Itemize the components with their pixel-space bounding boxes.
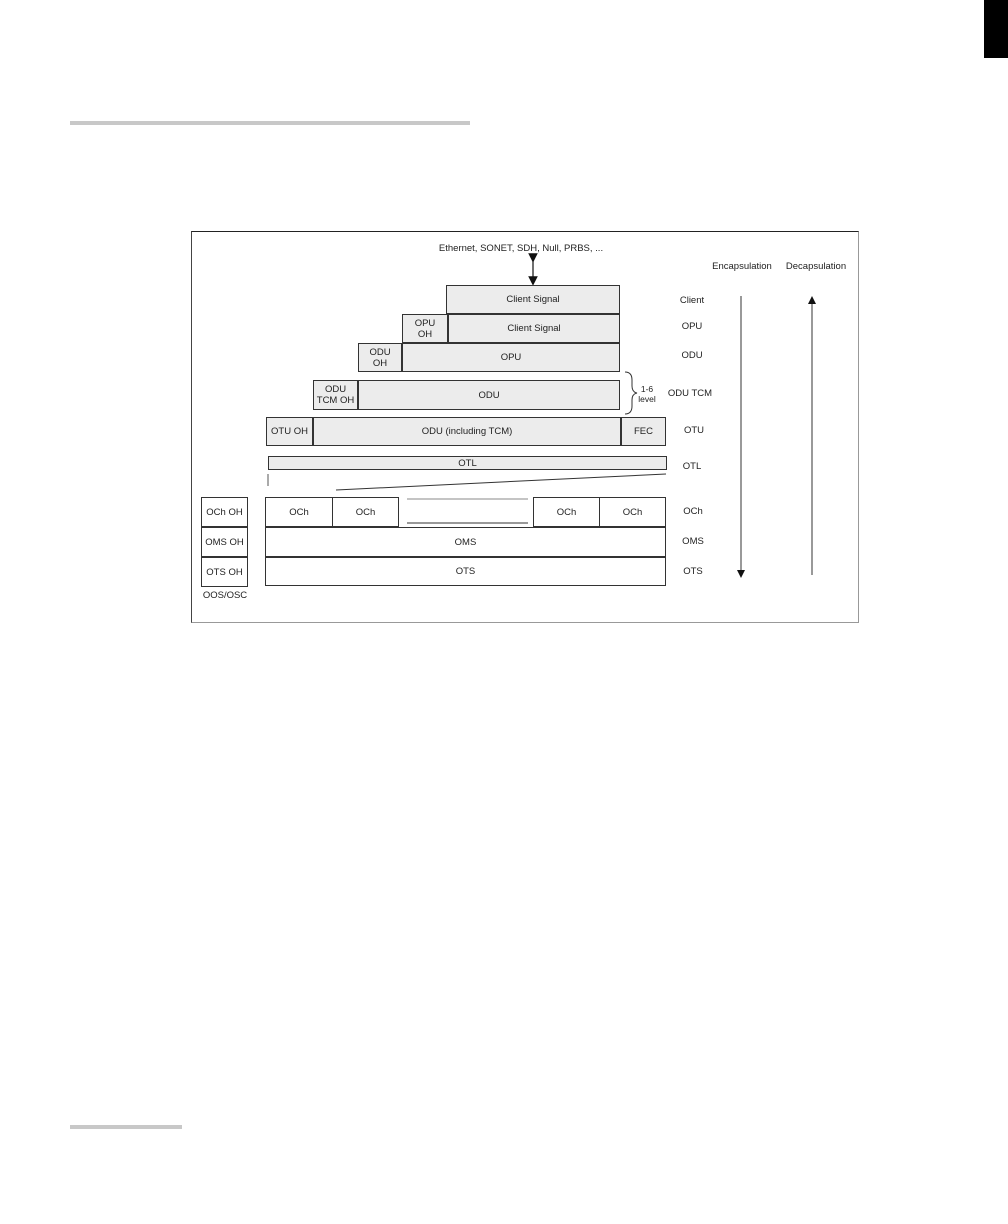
client-signal-block: Client Signal [446, 285, 620, 314]
layer-label-otl: OTL [682, 461, 702, 472]
otu-fec-block: FEC [621, 417, 666, 446]
ots-oh-block: OTS OH [201, 557, 248, 587]
page-tab-marker [984, 0, 1008, 58]
odu-oh-block: ODU OH [358, 343, 402, 372]
client-signals-label: Ethernet, SONET, SDH, Null, PRBS, ... [438, 243, 604, 254]
tcm-level-note: 1-6 level [638, 384, 656, 404]
layer-label-odu-tcm: ODU TCM [667, 388, 713, 399]
odu-tcm-payload-block: ODU [358, 380, 620, 410]
odu-opu-block: OPU [402, 343, 620, 372]
encapsulation-label: Encapsulation [712, 261, 772, 272]
ots-bar: OTS [265, 557, 666, 586]
och-cell: OCh [265, 497, 333, 527]
och-cell: OCh [599, 497, 666, 527]
layer-label-opu: OPU [681, 321, 703, 332]
layer-label-och: OCh [683, 506, 703, 517]
decapsulation-label: Decapsulation [785, 261, 847, 272]
layer-label-otu: OTU [683, 425, 705, 436]
layer-label-oms: OMS [682, 536, 704, 547]
otl-bar: OTL [268, 456, 667, 470]
otu-odu-block: ODU (including TCM) [313, 417, 621, 446]
oms-bar: OMS [265, 527, 666, 557]
footer-rule [70, 1125, 182, 1129]
layer-label-client: Client [679, 295, 705, 306]
och-cell: OCh [332, 497, 399, 527]
och-cell: OCh [533, 497, 600, 527]
opu-oh-block: OPU OH [402, 314, 448, 343]
oos-osc-label: OOS/OSC [202, 590, 248, 601]
header-rule [70, 121, 470, 125]
odu-tcm-oh-block: ODU TCM OH [313, 380, 358, 410]
opu-client-signal-block: Client Signal [448, 314, 620, 343]
otu-oh-block: OTU OH [266, 417, 313, 446]
och-oh-block: OCh OH [201, 497, 248, 527]
oms-oh-block: OMS OH [201, 527, 248, 557]
layer-label-ots: OTS [683, 566, 703, 577]
layer-label-odu: ODU [681, 350, 703, 361]
